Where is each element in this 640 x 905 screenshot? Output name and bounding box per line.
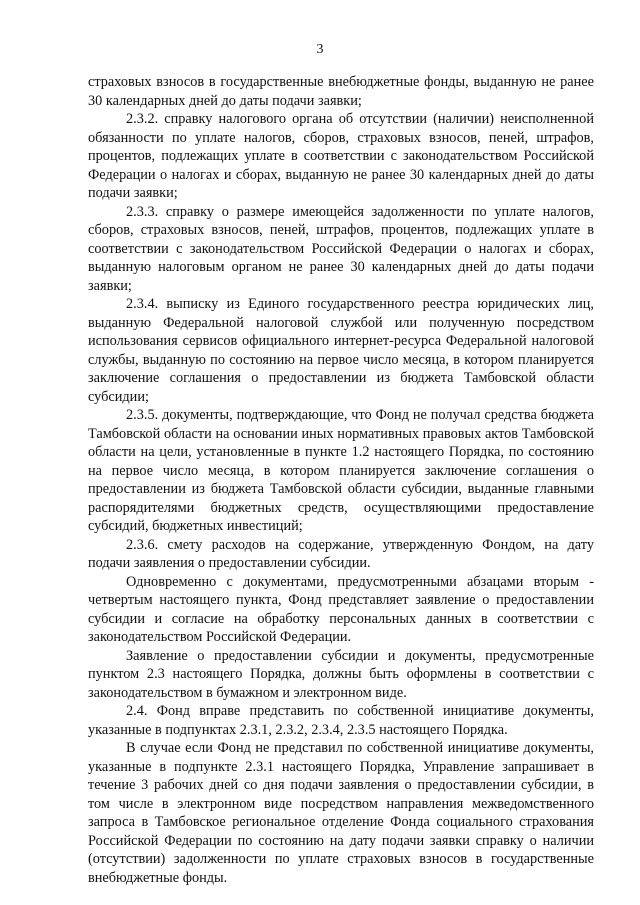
paragraph-2-3-6: 2.3.6. смету расходов на содержание, утвержденную Фондом, на дату подачи заявления о предоставлении субсидии. (88, 536, 594, 571)
document-body (88, 73, 594, 887)
paragraph-2-3-5: 2.3.5. документы, подтверждающие, что Фонд не получал средства бюджета Тамбовской области на основании иных нормативных правовых актов Тамбовской области на цели, установленные в пункте 1.2 настоящего Порядка, по состоянию на первое число месяца, в котором планируется заключение соглашения о предоставлении из бюджета Тамбовской области субсидии, выданные главными распорядителями бюджетных средств, осуществляющими предоставление субсидий, бюджетных инвестиций; (88, 407, 594, 534)
paragraph-2-4: 2.4. Фонд вправе представить по собственной инициативе документы, указанные в подпунктах 2.3.1, 2.3.2, 2.3.4, 2.3.5 настоящего Порядка. (88, 703, 594, 738)
paragraph-2-3-3: 2.3.3. справку о размере имеющейся задолженности по уплате налогов, сборов, страховых взносов, пеней, штрафов, процентов, подлежащих уплате в соответствии с законодательством Российской Федерации о налогах и сборах, выданную налоговым органом не ранее 30 календарных дней до даты подачи заявки; (88, 203, 594, 294)
paragraph-interagency-request: В случае если Фонд не представил по собственной инициативе документы, указанные в подпункте 2.3.1 настоящего Порядка, Управление запрашивает в течение 3 рабочих дней со дня подачи заявления о предоставлении субсидии, в том числе в электронном виде посредством направления межведомственного запроса в Тамбовское региональное отделение Фонда социального страхования Российской Федерации по состоянию на дату подачи заявки справку о наличии (отсутствии) задолженности по уплате страховых взносов в государственные внебюджетные фонды. (88, 740, 594, 886)
paragraph-simultaneously: Одновременно с документами, предусмотренными абзацами вторым - четвертым настоящего пункта, Фонд представляет заявление о предоставлении субсидии и согласие на обработку персональных данных в соответствии с законодательством Российской Федерации. (88, 573, 594, 645)
paragraph-2-3-2: 2.3.2. справку налогового органа об отсутствии (наличии) неисполненной обязанности по уплате налогов, сборов, страховых взносов, пеней, штрафов, процентов, подлежащих уплате в соответствии с законодательством Российской Федерации о налогах и сборах, выданную не ранее 30 календарных дней до даты подачи заявки; (88, 111, 594, 201)
paragraph-2-3-4: 2.3.4. выписку из Единого государственного реестра юридических лиц, выданную Федеральной налоговой службой или полученную посредством использования сервисов официального интернет-ресурса Федеральной налоговой службы, выданную по состоянию на первое число месяца, в котором планируется заключение соглашения о предоставлении из бюджета Тамбовской области субсидии; (88, 296, 594, 405)
paragraph-application-format: Заявление о предоставлении субсидии и документы, предусмотренные пунктом 2.3 настоящего Порядка, должны быть оформлены в соответствии с законодательством в бумажном и электронном виде. (88, 647, 594, 701)
paragraph-continuation: страховых взносов в государственные внебюджетные фонды, выданную не ранее 30 календарных дней до даты подачи заявки; (88, 74, 594, 109)
page-number: 3 (316, 42, 324, 57)
